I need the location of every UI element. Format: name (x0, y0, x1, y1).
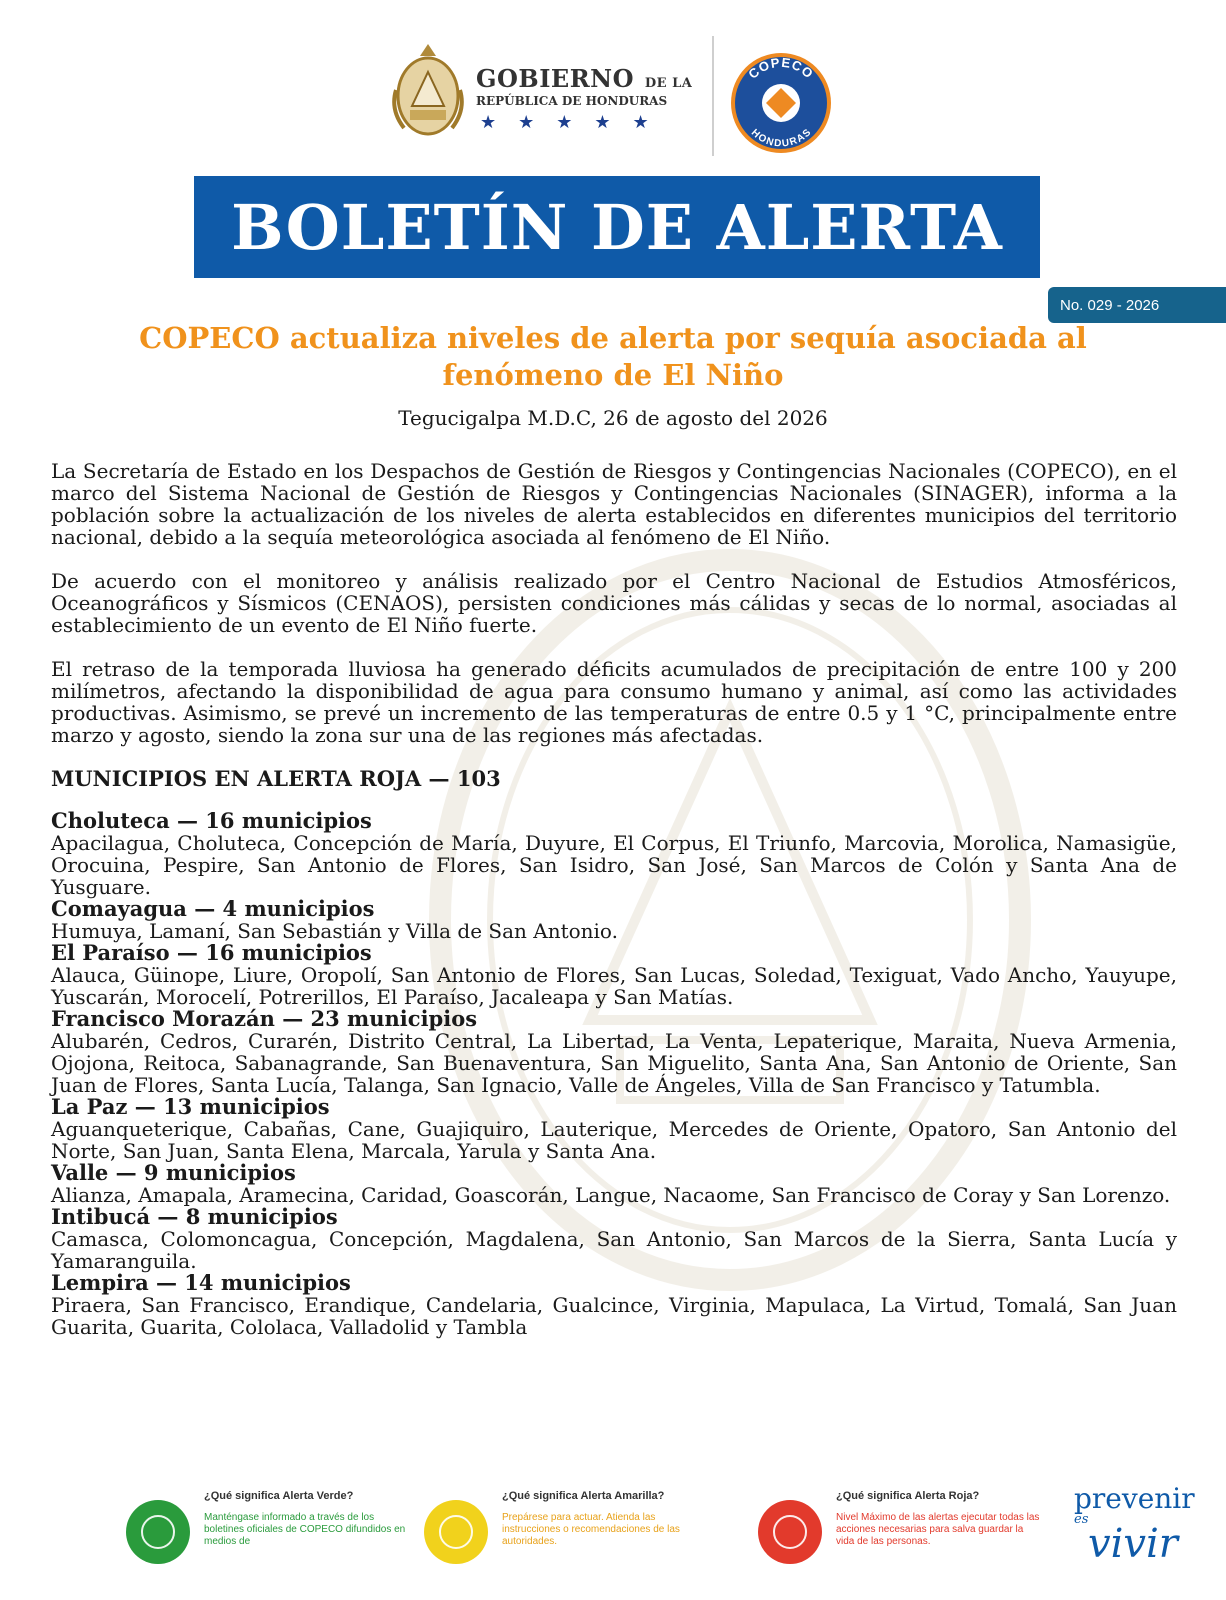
slogan-es: es (1074, 1512, 1089, 1527)
alert-red-card (758, 1484, 1058, 1584)
slogan-top: prevenir (1074, 1482, 1195, 1515)
section-title: MUNICIPIOS EN ALERTA ROJA — 103 (51, 766, 501, 791)
paragraph-2: De acuerdo con el monitoreo y análisis realizado por el Centro Nacional de Estudios Atmosféricos, Oceanográficos y Sísmicos (CENAOS), persisten condiciones más cálidas y secas de lo normal, asociadas al establecimiento de un evento de El Niño fuerte. (51, 569, 1177, 637)
department-name: Francisco Morazán — 23 municipios (51, 1006, 478, 1031)
alert-yellow-question: ¿Qué significa Alerta Amarilla? (502, 1490, 665, 1502)
alert-red-badge-icon (758, 1500, 822, 1564)
alert-yellow-card (424, 1484, 724, 1584)
department-municipalities: Alauca, Güinope, Liure, Oropolí, San Antonio de Flores, San Lucas, Soledad, Texiguat, Vado Ancho, Yauyupe, Yuscarán, Morocelí, Potrerillos, El Paraíso, Jacaleapa y San Matías. (51, 963, 1177, 1009)
department-name: Intibucá — 8 municipios (51, 1204, 338, 1229)
banner-title: BOLETÍN DE ALERTA (231, 190, 1003, 264)
headline: COPECO actualiza niveles de alerta por sequía asociada al fenómeno de El Niño (139, 321, 1087, 392)
alert-legend-footer (0, 1484, 1226, 1584)
alert-yellow-badge-icon (424, 1500, 488, 1564)
department-municipalities: Humuya, Lamaní, San Sebastián y Villa de San Antonio. (51, 919, 618, 943)
header-divider (712, 36, 714, 156)
alert-green-badge-icon (126, 1500, 190, 1564)
paragraph-1: La Secretaría de Estado en los Despachos de Gestión de Riesgos y Contingencias Nacionales (COPECO), en el marco del Sistema Nacional de Gestión de Riesgos y Contingencias Nacionales (SINAGER), informa a la población sobre la actualización de los niveles de alerta establecidos en diferentes municipios del territorio nacional, debido a la sequía meteorológica asociada al fenómeno de El Niño. (51, 459, 1177, 549)
dateline: Tegucigalpa M.D.C, 26 de agosto del 2026 (398, 406, 828, 430)
department-municipalities: Apacilagua, Choluteca, Concepción de María, Duyure, El Corpus, El Triunfo, Marcovia, Morolica, Namasigüe, Orocuina, Pespire, San Antonio de Flores, San Isidro, San José, San Marcos de Colón y Santa Ana de Yusguare. (51, 831, 1177, 899)
department-name: Lempira — 14 municipios (51, 1270, 351, 1295)
department-municipalities: Alubarén, Cedros, Curarén, Distrito Central, La Libertad, La Venta, Lepaterique, Maraita, Nueva Armenia, Ojojona, Reitoca, Sabanagrande, San Buenaventura, San Miguelito, Santa Ana, San Antonio de Oriente, San Juan de Flores, Santa Lucía, Talanga, San Ignacio, Valle de Ángeles, Villa de San Francisco y Tatumbla. (51, 1029, 1177, 1097)
page-header (0, 36, 1226, 150)
government-subtitle: REPÚBLICA DE HONDURAS (476, 94, 668, 108)
bulletin-number-badge: No. 029 - 2026 (1048, 287, 1226, 323)
department-name: Choluteca — 16 municipios (51, 808, 372, 833)
department-name: El Paraíso — 16 municipios (51, 940, 372, 965)
bulletin-banner (194, 176, 1040, 278)
government-title: GOBIERNO (476, 64, 634, 93)
government-title-suffix: DE LA (644, 76, 693, 91)
department-municipalities: Aguanqueterique, Cabañas, Cane, Guajiquiro, Lauterique, Mercedes de Oriente, Opatoro, San Antonio del Norte, San Juan, Santa Elena, Marcala, Yarula y Santa Ana. (51, 1117, 1177, 1163)
alert-green-card (126, 1484, 426, 1584)
bulletin-body (51, 460, 1177, 1338)
copeco-logo (728, 50, 834, 156)
honduras-coat-of-arms-icon (388, 40, 468, 140)
alert-red-question: ¿Qué significa Alerta Roja? (836, 1490, 980, 1502)
department-municipalities: Camasca, Colomoncagua, Concepción, Magdalena, San Antonio, San Marcos de la Sierra, Santa Lucía y Yamaranguila. (51, 1227, 1177, 1273)
alert-green-description: Manténgase informado a través de los boletines oficiales de COPECO difundidos en medios de (204, 1512, 406, 1547)
department-name: La Paz — 13 municipios (51, 1094, 330, 1119)
department-municipalities: Alianza, Amapala, Aramecina, Caridad, Goascorán, Langue, Nacaome, San Francisco de Coray y San Lorenzo. (51, 1183, 1171, 1207)
copeco-bottom-text: HONDURAS (748, 127, 814, 150)
alert-yellow-description: Prepárese para actuar. Atienda las instrucciones o recomendaciones de las autoridades. (502, 1512, 680, 1547)
slogan-bottom: vivir (1088, 1521, 1178, 1567)
department-municipalities: Piraera, San Francisco, Erandique, Candelaria, Gualcince, Virginia, Mapulaca, La Virtud, Tomalá, San Juan Guarita, Guarita, Cololaca, Valladolid y Tambla (51, 1293, 1177, 1339)
alert-red-description: Nivel Máximo de las alertas ejecutar todas las acciones necesarias para salva guardar la vida de las personas. (836, 1512, 1040, 1547)
star-row: ★★★★★ (480, 112, 671, 133)
alert-green-question: ¿Qué significa Alerta Verde? (204, 1490, 354, 1502)
government-wordmark (476, 64, 706, 133)
department-name: Comayagua — 4 municipios (51, 896, 375, 921)
copeco-top-text: COPECO (745, 54, 817, 82)
prevenir-es-vivir-logo (1074, 1482, 1214, 1567)
department-name: Valle — 9 municipios (51, 1160, 296, 1185)
paragraph-3: El retraso de la temporada lluviosa ha generado déficits acumulados de precipitación de entre 100 y 200 milímetros, afectando la disponibilidad de agua para consumo humano y animal, así como las actividades productivas. Asimismo, se prevé un incremento de las temperaturas de entre 0.5 y 1 °C, principalmente entre marzo y agosto, siendo la zona sur una de las regiones más afectadas. (51, 657, 1177, 747)
